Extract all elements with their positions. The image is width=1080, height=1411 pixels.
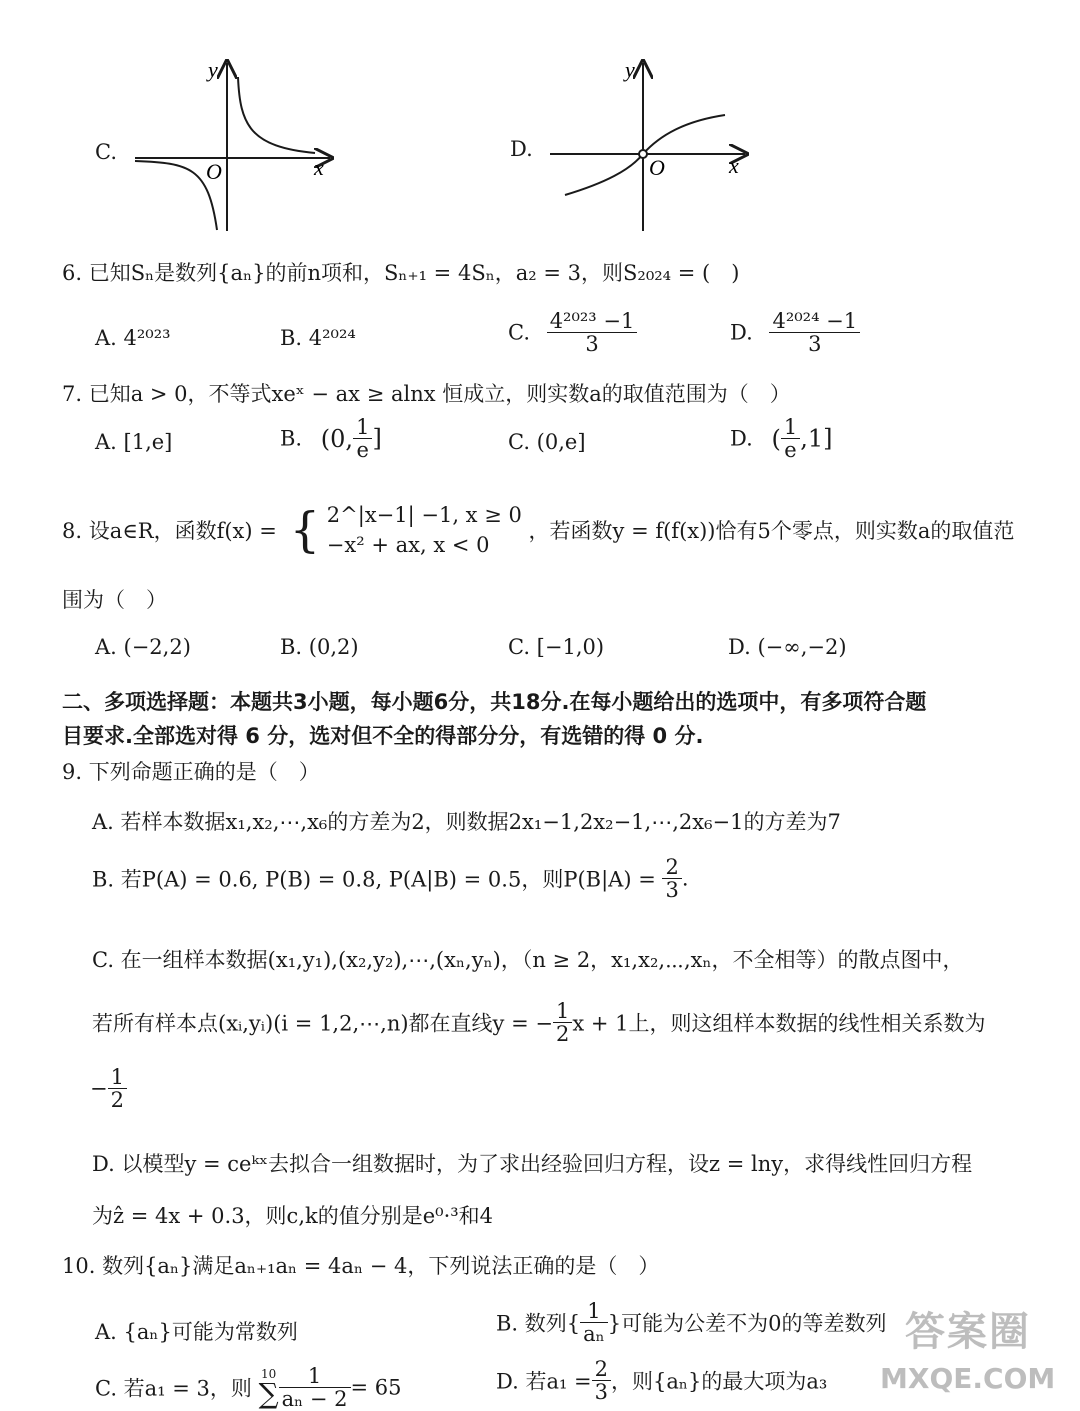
minus-sign: − <box>90 1076 108 1101</box>
right-branch <box>238 77 315 153</box>
option-text-end: . <box>681 866 689 891</box>
q7-option-c[interactable]: C. (0,e] <box>508 430 586 454</box>
q6-stem: 6. 已知Sₙ是数列{aₙ}的前n项和，Sₙ₊₁ = 4Sₙ，a₂ = 3，则S₂₀₂₄ = ( ) <box>62 261 740 285</box>
q8-stem-line2: 围为（ ） <box>62 588 167 612</box>
option-letter: B. <box>280 426 303 451</box>
q9-option-d[interactable]: D. 以模型y = ceᵏˣ去拟合一组数据时，为了求出经验回归方程，设z = lny，求得线性回归方程 <box>92 1152 973 1176</box>
fraction <box>592 1358 611 1403</box>
numerator: 4²⁰²⁴ −1 <box>769 310 860 333</box>
q6-option-b[interactable]: B. 4²⁰²⁴ <box>280 326 356 350</box>
piecewise-case-1: 2^|x−1| −1, x ≥ 0 <box>326 503 522 527</box>
fraction <box>553 1000 572 1045</box>
option-text-end: x + 1上，则这组样本数据的线性相关系数为 <box>572 1011 986 1036</box>
numerator: 1 <box>353 416 372 439</box>
option-text: C. 若a₁ = 3，则 <box>95 1376 252 1401</box>
numerator: 1 <box>553 1000 572 1023</box>
option-text: 若所有样本点(xᵢ,yᵢ)(i = 1,2,⋯,n)都在直线y = − <box>92 1011 553 1036</box>
q8-option-b[interactable]: B. (0,2) <box>280 635 359 659</box>
fraction <box>769 310 860 355</box>
q7-option-b[interactable] <box>280 416 382 461</box>
q9-option-c[interactable]: C. 在一组样本数据(x₁,y₁),(x₂,y₂),⋯,(xₙ,yₙ)，（n ≥ 2，x₁,x₂,⋯,xₙ，不全相等）的散点图中， <box>92 948 964 972</box>
fraction <box>662 856 681 901</box>
fraction <box>547 310 638 355</box>
fraction <box>353 416 372 461</box>
option-d-graph-label: D. <box>510 137 533 161</box>
q8-option-c[interactable]: C. [−1,0) <box>508 635 605 659</box>
option-d-graph <box>545 55 755 235</box>
interval-close: ,1] <box>800 424 833 453</box>
q7-option-d[interactable] <box>730 416 832 461</box>
fraction <box>580 1300 608 1345</box>
piecewise-case-2: −x² + ax, x < 0 <box>326 533 490 557</box>
section-heading-line2: 目要求.全部选对得 6 分，选对但不全的得部分分，有选错的得 0 分. <box>62 724 704 748</box>
piecewise-brace: { <box>289 502 321 558</box>
numerator: 4²⁰²³ −1 <box>547 310 638 333</box>
summation-sign: ∑ <box>258 1376 279 1410</box>
option-letter: D. <box>730 320 753 345</box>
denominator: aₙ − 2 <box>281 1387 348 1411</box>
interval-close: ] <box>372 424 382 453</box>
watermark-url: MXQE.COM <box>880 1362 1056 1395</box>
q7-stem: 7. 已知a > 0，不等式xeˣ − ax ≥ alnx 恒成立，则实数a的取值范围为（ ） <box>62 382 791 406</box>
fraction <box>279 1365 351 1410</box>
origin-label: O <box>649 155 665 180</box>
q8-option-d[interactable]: D. (−∞,−2) <box>728 635 847 659</box>
denominator: 3 <box>665 878 679 903</box>
numerator: 1 <box>108 1066 127 1089</box>
numerator: 1 <box>781 416 800 439</box>
y-axis-label: y <box>625 57 635 82</box>
fraction <box>781 416 800 461</box>
q10-option-d[interactable] <box>496 1358 827 1403</box>
denominator: aₙ <box>583 1322 605 1347</box>
y-axis-label: y <box>208 57 218 82</box>
option-c-graph <box>130 55 340 235</box>
q10-option-b[interactable] <box>496 1300 887 1345</box>
q9-option-c-line2 <box>92 1000 985 1045</box>
origin-label: O <box>206 159 222 184</box>
q10-option-a[interactable]: A. {aₙ}可能为常数列 <box>95 1320 298 1344</box>
numerator: 2 <box>592 1358 611 1381</box>
left-branch <box>135 161 217 230</box>
q10-stem: 10. 数列{aₙ}满足aₙ₊₁aₙ = 4aₙ − 4，下列说法正确的是（ ） <box>62 1254 660 1278</box>
watermark-logo: 答案圈 <box>905 1309 1031 1355</box>
denominator: 3 <box>594 1380 609 1405</box>
q9-option-d-line2: 为ẑ = 4x + 0.3，则c,k的值分别是e⁰·³和4 <box>92 1204 494 1228</box>
option-letter: C. <box>508 320 530 345</box>
denominator: e <box>356 438 369 463</box>
denominator: 2 <box>110 1088 124 1113</box>
q8-stem-end: ，若函数y = f(f(x))恰有5个零点，则实数a的取值范 <box>528 519 1015 543</box>
q9-option-c-line3 <box>90 1066 127 1111</box>
option-text-end: = 65 <box>350 1375 402 1400</box>
interval-open: ( <box>771 424 781 453</box>
numerator: 2 <box>662 856 681 879</box>
q6-option-d[interactable] <box>730 310 860 355</box>
denominator: e <box>784 438 797 463</box>
q8-stem <box>62 500 1014 560</box>
option-text: B. 若P(A) = 0.6, P(B) = 0.8, P(A|B) = 0.5，则P(B|A) = <box>92 867 656 892</box>
option-text: B. 数列{ <box>496 1311 581 1336</box>
summation <box>259 1368 279 1408</box>
q9-option-b[interactable] <box>92 856 689 901</box>
q8-stem-start: 8. 设a∈R，函数f(x) = <box>62 519 277 543</box>
numerator: 1 <box>580 1300 608 1323</box>
open-point <box>639 150 647 158</box>
fraction <box>108 1066 127 1111</box>
q10-option-c[interactable] <box>95 1365 402 1410</box>
q6-option-c[interactable] <box>508 310 637 355</box>
q8-option-a[interactable]: A. (−2,2) <box>95 635 191 659</box>
q9-stem: 9. 下列命题正确的是（ ） <box>62 760 320 784</box>
option-c-graph-label: C. <box>95 140 117 164</box>
summation-upper: 10 <box>260 1366 277 1381</box>
denominator: 3 <box>585 332 599 357</box>
option-text: D. 若a₁ = <box>496 1369 592 1394</box>
numerator: 1 <box>279 1365 351 1388</box>
x-axis-label: x <box>314 155 324 180</box>
option-text-end: }可能为公差不为0的等差数列 <box>607 1311 887 1336</box>
q6-option-a[interactable]: A. 4²⁰²³ <box>95 326 171 350</box>
interval-open: (0, <box>320 424 354 453</box>
q7-option-a[interactable]: A. [1,e] <box>95 430 173 454</box>
x-axis-label: x <box>729 153 739 178</box>
option-text-end: ，则{aₙ}的最大项为a₃ <box>611 1369 828 1394</box>
option-letter: D. <box>730 426 753 451</box>
denominator: 3 <box>808 332 822 357</box>
q9-option-a[interactable]: A. 若样本数据x₁,x₂,⋯,x₆的方差为2，则数据2x₁−1,2x₂−1,⋯,2x₆−1的方差为7 <box>92 810 841 834</box>
piecewise-cases <box>327 500 522 560</box>
denominator: 2 <box>555 1022 570 1047</box>
section-heading-line1: 二、多项选择题：本题共3小题，每小题6分，共18分.在每小题给出的选项中，有多项符合题 <box>62 690 927 714</box>
